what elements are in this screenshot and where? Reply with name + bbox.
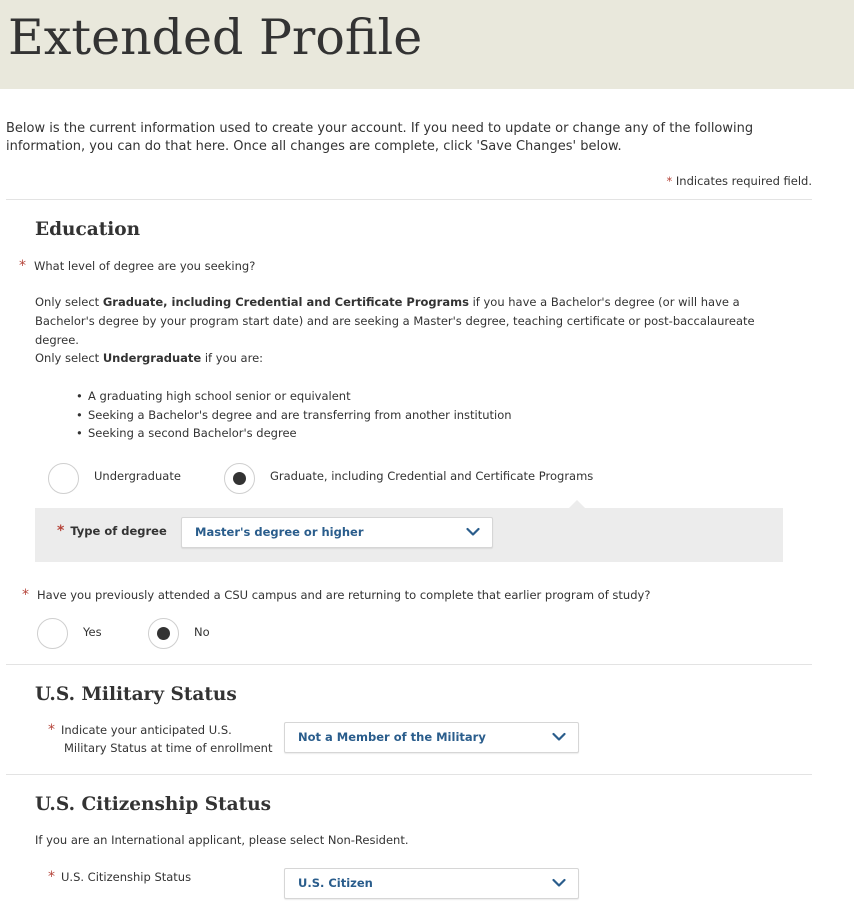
list-item: • A graduating high school senior or equivalent xyxy=(76,387,512,406)
degree-type-label-text: Type of degree xyxy=(70,524,167,538)
radio-returning-no-label[interactable]: No xyxy=(194,625,210,639)
chevron-down-icon xyxy=(552,732,566,742)
radio-returning-yes-label[interactable]: Yes xyxy=(83,625,102,639)
citizenship-note: If you are an International applicant, please select Non-Resident. xyxy=(35,833,409,847)
required-note-text: Indicates required field. xyxy=(675,174,812,188)
divider xyxy=(6,664,812,665)
radio-graduate-label[interactable]: Graduate, including Credential and Certificate Programs xyxy=(270,469,594,483)
section-title-citizenship: U.S. Citizenship Status xyxy=(35,794,272,815)
citizenship-status-label xyxy=(48,868,191,886)
degree-level-question xyxy=(19,258,255,274)
undergraduate-instructions-bold: Undergraduate xyxy=(102,351,202,365)
military-label-line1: Indicate your anticipated U.S. xyxy=(61,723,232,737)
radio-undergraduate[interactable] xyxy=(48,463,79,494)
military-status-value: Not a Member of the Military xyxy=(298,730,486,744)
graduate-instructions-post: if you have a Bachelor's degree (or will have a Bachelor's degree by your program start date) and are seeking a Master's degree, teaching certificate or post-baccalaureate degree. xyxy=(35,295,755,347)
required-star: * xyxy=(48,869,55,885)
radio-returning-no[interactable] xyxy=(148,618,179,649)
intro-text: Below is the current information used to create your account. If you need to update or change any of the following information, you can do that here. Once all changes are complete, click 'Save Changes' below. xyxy=(6,121,754,154)
citizenship-status-select[interactable] xyxy=(284,868,579,899)
undergraduate-instructions xyxy=(35,349,263,368)
divider xyxy=(6,774,812,775)
chevron-down-icon xyxy=(466,527,480,537)
radio-returning-yes[interactable] xyxy=(37,618,68,649)
section-title-education: Education xyxy=(35,219,141,240)
undergraduate-criteria-list xyxy=(76,387,512,443)
undergraduate-instructions-pre: Only select xyxy=(35,351,103,365)
required-star: * xyxy=(48,722,55,738)
chevron-down-icon xyxy=(552,878,566,888)
required-star: * xyxy=(22,587,29,603)
citizenship-status-value: U.S. Citizen xyxy=(298,876,373,890)
page-title: Extended Profile xyxy=(8,9,423,66)
radio-undergraduate-label[interactable]: Undergraduate xyxy=(94,469,181,483)
page-header xyxy=(0,0,854,89)
graduate-instructions-bold: Graduate, including Credential and Certificate Programs xyxy=(102,295,469,309)
citizenship-label-text: U.S. Citizenship Status xyxy=(61,870,192,884)
section-title-military: U.S. Military Status xyxy=(35,684,237,705)
returning-question xyxy=(22,587,650,603)
required-star: * xyxy=(666,174,673,188)
list-item: • Seeking a second Bachelor's degree xyxy=(76,424,512,443)
graduate-instructions xyxy=(35,293,780,350)
degree-type-value: Master's degree or higher xyxy=(195,525,364,539)
undergraduate-instructions-post: if you are: xyxy=(201,351,264,365)
graduate-instructions-pre: Only select xyxy=(35,295,103,309)
military-label-line2: Military Status at time of enrollment xyxy=(64,741,273,755)
list-item: • Seeking a Bachelor's degree and are transferring from another institution xyxy=(76,406,512,425)
radio-graduate[interactable] xyxy=(224,463,255,494)
degree-type-label xyxy=(57,522,167,540)
military-status-select[interactable] xyxy=(284,722,579,753)
military-status-label xyxy=(48,721,272,757)
degree-level-question-text: What level of degree are you seeking? xyxy=(34,259,256,273)
required-field-note xyxy=(667,174,813,188)
degree-type-select[interactable] xyxy=(181,517,493,548)
required-star: * xyxy=(57,523,65,539)
required-star: * xyxy=(19,258,26,274)
divider xyxy=(6,199,812,200)
returning-question-text: Have you previously attended a CSU campus and are returning to complete that earlier program of study? xyxy=(37,588,651,602)
